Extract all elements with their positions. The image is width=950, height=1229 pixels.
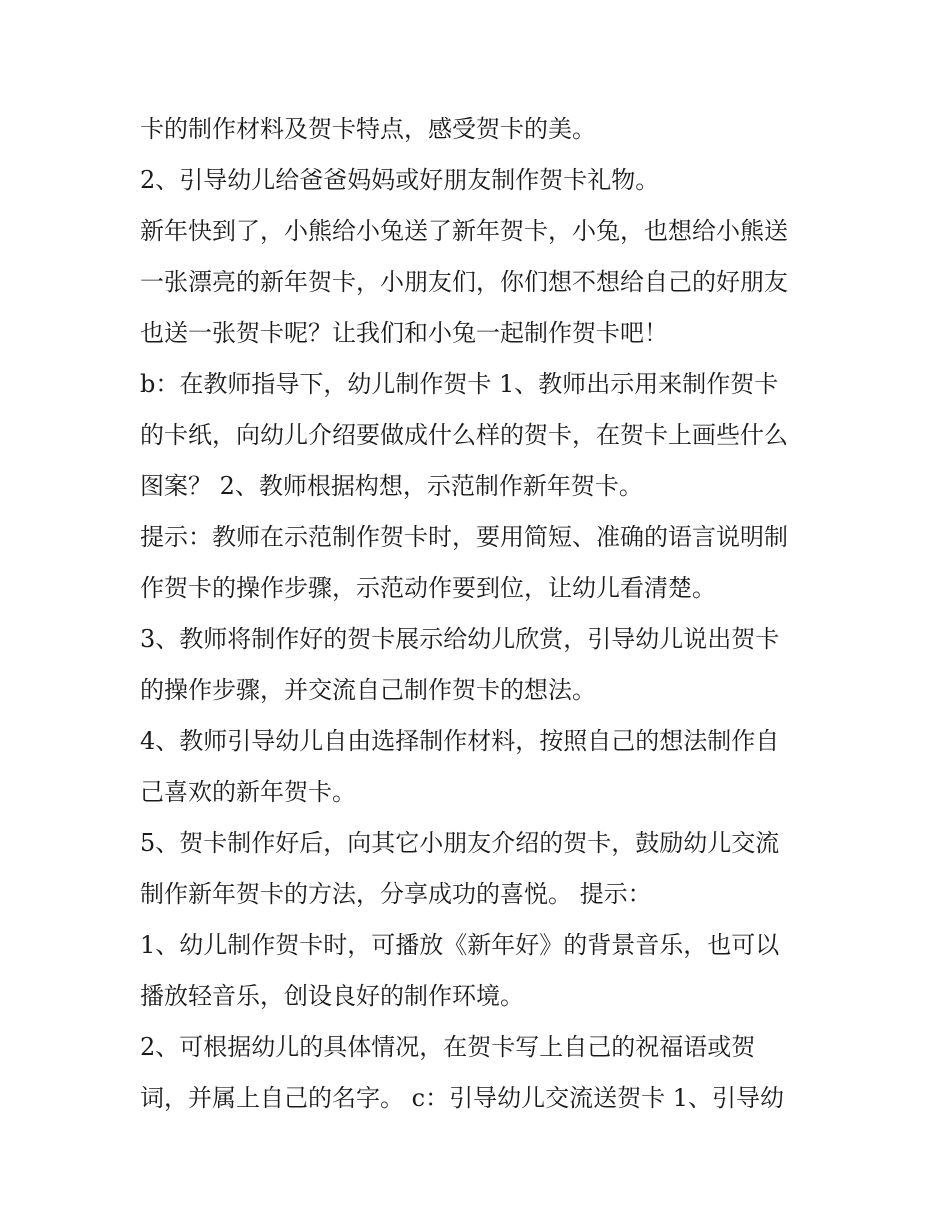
text-line: 的操作步骤，并交流自己制作贺卡的想法。 xyxy=(140,676,596,704)
text-line: 1、幼儿制作贺卡时，可播放《新年好》的背景音乐，也可以 xyxy=(140,931,780,959)
text-line: b：在教师指导下，幼儿制作贺卡 1、教师出示用来制作贺卡 xyxy=(140,370,779,398)
text-line: 词，并属上自己的名字。 c：引导幼儿交流送贺卡 1、引导幼 xyxy=(140,1084,784,1112)
text-line: 2、可根据幼儿的具体情况，在贺卡写上自己的祝福语或贺 xyxy=(140,1033,756,1061)
text-line: 3、教师将制作好的贺卡展示给幼儿欣赏，引导幼儿说出贺卡 xyxy=(140,625,780,653)
text-line: 的卡纸，向幼儿介绍要做成什么样的贺卡，在贺卡上画些什么 xyxy=(140,421,788,449)
text-line: 4、教师引导幼儿自由选择制作材料，按照自己的想法制作自 xyxy=(140,727,780,755)
text-line: 作贺卡的操作步骤，示范动作要到位，让幼儿看清楚。 xyxy=(140,574,716,602)
text-line: 卡的制作材料及贺卡特点，感受贺卡的美。 xyxy=(140,115,596,143)
text-line: 一张漂亮的新年贺卡，小朋友们，你们想不想给自己的好朋友 xyxy=(140,268,788,296)
text-line: 图案？ 2、教师根据构想，示范制作新年贺卡。 xyxy=(140,472,643,500)
text-line: 2、引导幼儿给爸爸妈妈或好朋友制作贺卡礼物。 xyxy=(140,166,660,194)
document-body xyxy=(140,104,820,1124)
text-line: 己喜欢的新年贺卡。 xyxy=(140,778,356,806)
text-line: 播放轻音乐，创设良好的制作环境。 xyxy=(140,982,524,1010)
text-line: 也送一张贺卡呢？让我们和小兔一起制作贺卡吧！ xyxy=(140,319,668,347)
text-line: 提示：教师在示范制作贺卡时，要用简短、准确的语言说明制 xyxy=(140,523,788,551)
text-line: 制作新年贺卡的方法，分享成功的喜悦。 提示： xyxy=(140,880,652,908)
text-line: 5、贺卡制作好后，向其它小朋友介绍的贺卡，鼓励幼儿交流 xyxy=(140,829,780,857)
text-line: 新年快到了，小熊给小兔送了新年贺卡，小兔，也想给小熊送 xyxy=(140,217,788,245)
